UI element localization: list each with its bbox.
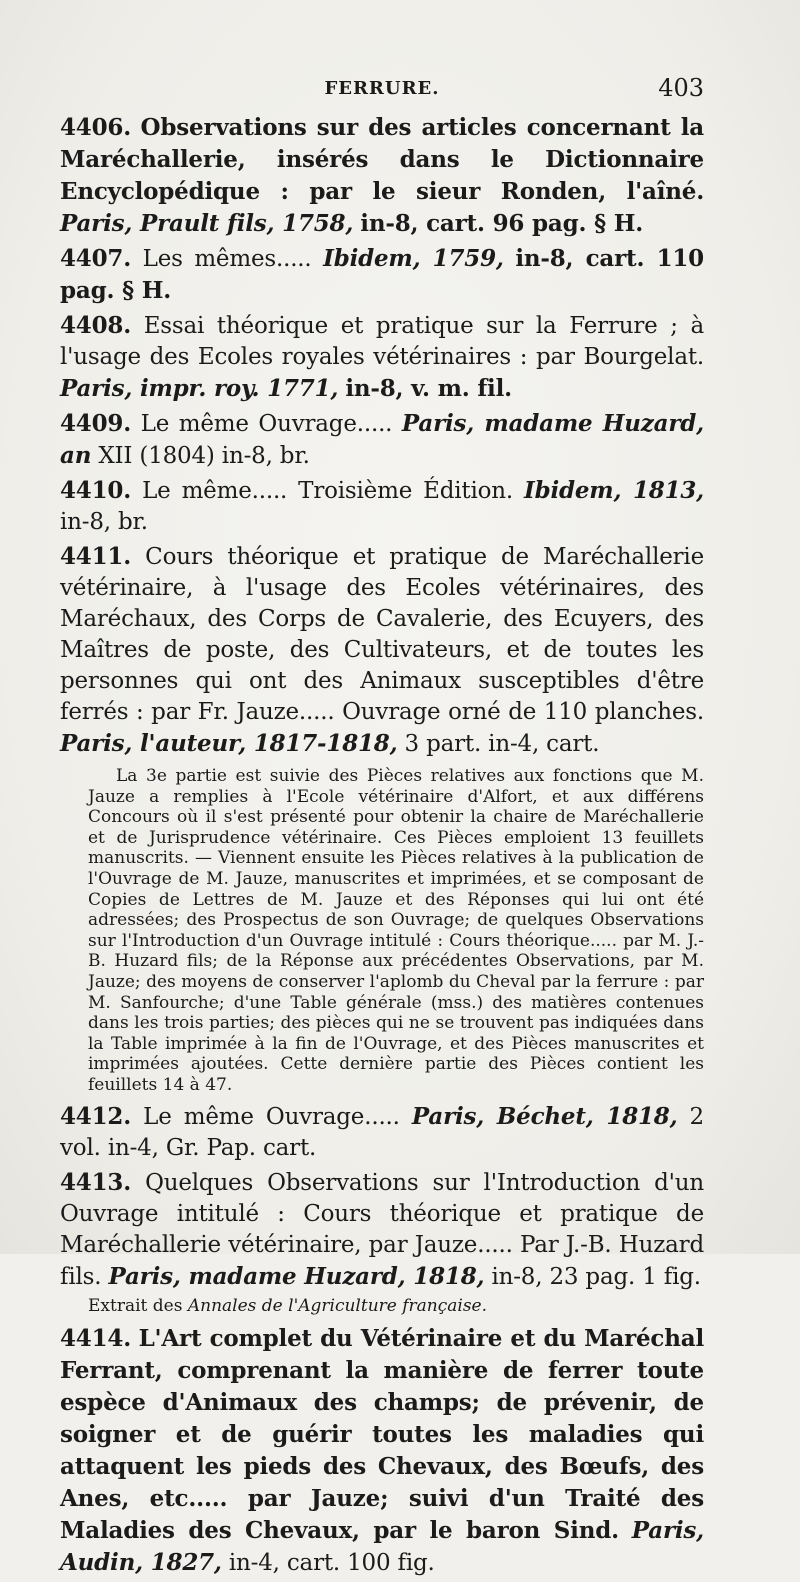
extract-prefix: Extrait des [88, 1295, 183, 1316]
entry-imprint: Paris, l'auteur, 1817-1818, [60, 730, 398, 757]
entry-imprint: Ibidem, 1813, [524, 477, 704, 504]
entry-details: 2 vol. in-4, Gr. Pap. cart. [60, 1103, 704, 1161]
entry-number: 4407. [60, 245, 132, 272]
catalogue-entries [60, 112, 704, 1582]
entry-details: in-8, cart. 96 pag. § H. [360, 210, 644, 237]
entry-imprint: Paris, Prault fils, 1758, [60, 210, 354, 237]
entry-title: Les mêmes..... [142, 246, 312, 272]
entry-number: 4414. [60, 1324, 132, 1352]
entry-4414 [60, 1323, 704, 1579]
entry-4412 [60, 1101, 704, 1164]
entry-4407 [60, 243, 704, 307]
entry-4411 [60, 541, 704, 760]
entry-4409 [60, 408, 704, 472]
entry-details: 3 part. in-4, cart. [404, 731, 600, 757]
entry-details: in-8, br. [60, 509, 148, 535]
entry-imprint: Paris, Béchet, 1818, [411, 1102, 678, 1130]
entry-4413 [60, 1167, 704, 1293]
extract-source: Annales de l'Agriculture française. [187, 1295, 488, 1316]
entry-details: in-8, v. m. fil. [345, 375, 512, 402]
entry-details: in-4, cart. 100 fig. [228, 1549, 435, 1576]
entry-imprint: Ibidem, 1759, [323, 245, 504, 272]
entry-title: Essai théorique et pratique sur la Ferrure ; à l'usage des Ecoles royales vétérinaires : par Bourgelat. [60, 313, 704, 370]
entry-number: 4410. [60, 477, 132, 504]
entry-4408 [60, 310, 704, 405]
entry-title: Observations sur des articles concernant la Maréchallerie, insérés dans le Dictionnaire Encyclopédique : par le sieur Ronden, l'aîné. [60, 114, 704, 205]
entry-imprint: Paris, impr. roy. 1771, [60, 375, 339, 402]
entry-title: Le même Ouvrage..... [140, 411, 393, 437]
entry-extract-note [60, 1296, 704, 1317]
entry-imprint: Paris, madame Huzard, an [60, 410, 704, 469]
entry-number: 4406. [60, 114, 132, 141]
running-head: FERRURE. [324, 78, 440, 99]
entry-title: L'Art complet du Vétérinaire et du Maréchal Ferrant, comprenant la manière de ferrer toute espèce d'Animaux des champs; de prévenir, de soigner et de guérir toutes les maladies qui attaquent les pieds des Chevaux, des Bœufs, des Anes, etc..... par Jauze; suivi d'un Traité des Maladies des Chevaux, par le baron Sind. [60, 1324, 704, 1544]
entry-number: 4408. [60, 312, 132, 339]
entry-note: La 3e partie est suivie des Pièces relatives aux fonctions que M. Jauze a remplies à l'Ecole vétérinaire d'Alfort, et aux différens Concours où il s'est présenté pour obtenir la chaire de Maréchallerie et de Jurisprudence vétérinaire. Ces Pièces emploient 13 feuillets manuscrits. — Viennent ensuite les Pièces relatives à la publication de l'Ouvrage de M. Jauze, manuscrites et imprimées, et se composant de Copies de Lettres de M. Jauze et des Réponses qui lui ont été adressées; des Prospectus de son Ouvrage; de quelques Observations sur l'Introduction d'un Ouvrage intitulé : Cours théorique..... par M. J.-B. Huzard fils; de la Réponse aux précédentes Observations, par M. Jauze; des moyens de conserver l'aplomb du Cheval par la ferrure : par M. Sanfourche; d'une Table générale (mss.) des matières contenues dans les trois parties; des pièces qui ne se trouvent pas indiquées dans la Table imprimée à la fin de l'Ouvrage, et des Pièces manuscrites et imprimées ajoutées. Cette dernière partie des Pièces contient les feuillets 14 à 47. [88, 766, 704, 1095]
page-header [60, 74, 704, 106]
entry-number: 4409. [60, 410, 132, 437]
entry-details: XII (1804) in-8, br. [98, 443, 310, 469]
entry-details: in-8, cart. 110 pag. § H. [60, 245, 704, 304]
entry-details: in-8, 23 pag. 1 fig. [491, 1263, 701, 1290]
entry-title: Cours théorique et pratique de Maréchallerie vétérinaire, à l'usage des Ecoles vétérinaires, des Maréchaux, des Corps de Cavalerie, des Ecuyers, des Maîtres de poste, des Cultivateurs, et de toutes les personnes qui ont des Animaux susceptibles d'être ferrés : par Fr. Jauze..... Ouvrage orné de 110 planches. [60, 544, 704, 725]
entry-4406 [60, 112, 704, 240]
entry-imprint: Paris, madame Huzard, 1818, [108, 1262, 485, 1290]
entry-imprint: Paris, Audin, 1827, [60, 1516, 704, 1576]
page-number: 403 [658, 74, 704, 102]
entry-number: 4413. [60, 1168, 132, 1196]
entry-title: Le même..... Troisième Édition. [142, 478, 513, 504]
entry-title: Quelques Observations sur l'Introduction d'un Ouvrage intitulé : Cours théorique et pratique de Maréchallerie vétérinaire, par Jauze..... Par J.-B. Huzard fils. [60, 1169, 704, 1290]
entry-4410 [60, 475, 704, 538]
entry-number: 4411. [60, 543, 132, 570]
entry-title: Le même Ouvrage..... [143, 1103, 400, 1130]
entry-number: 4412. [60, 1102, 132, 1130]
